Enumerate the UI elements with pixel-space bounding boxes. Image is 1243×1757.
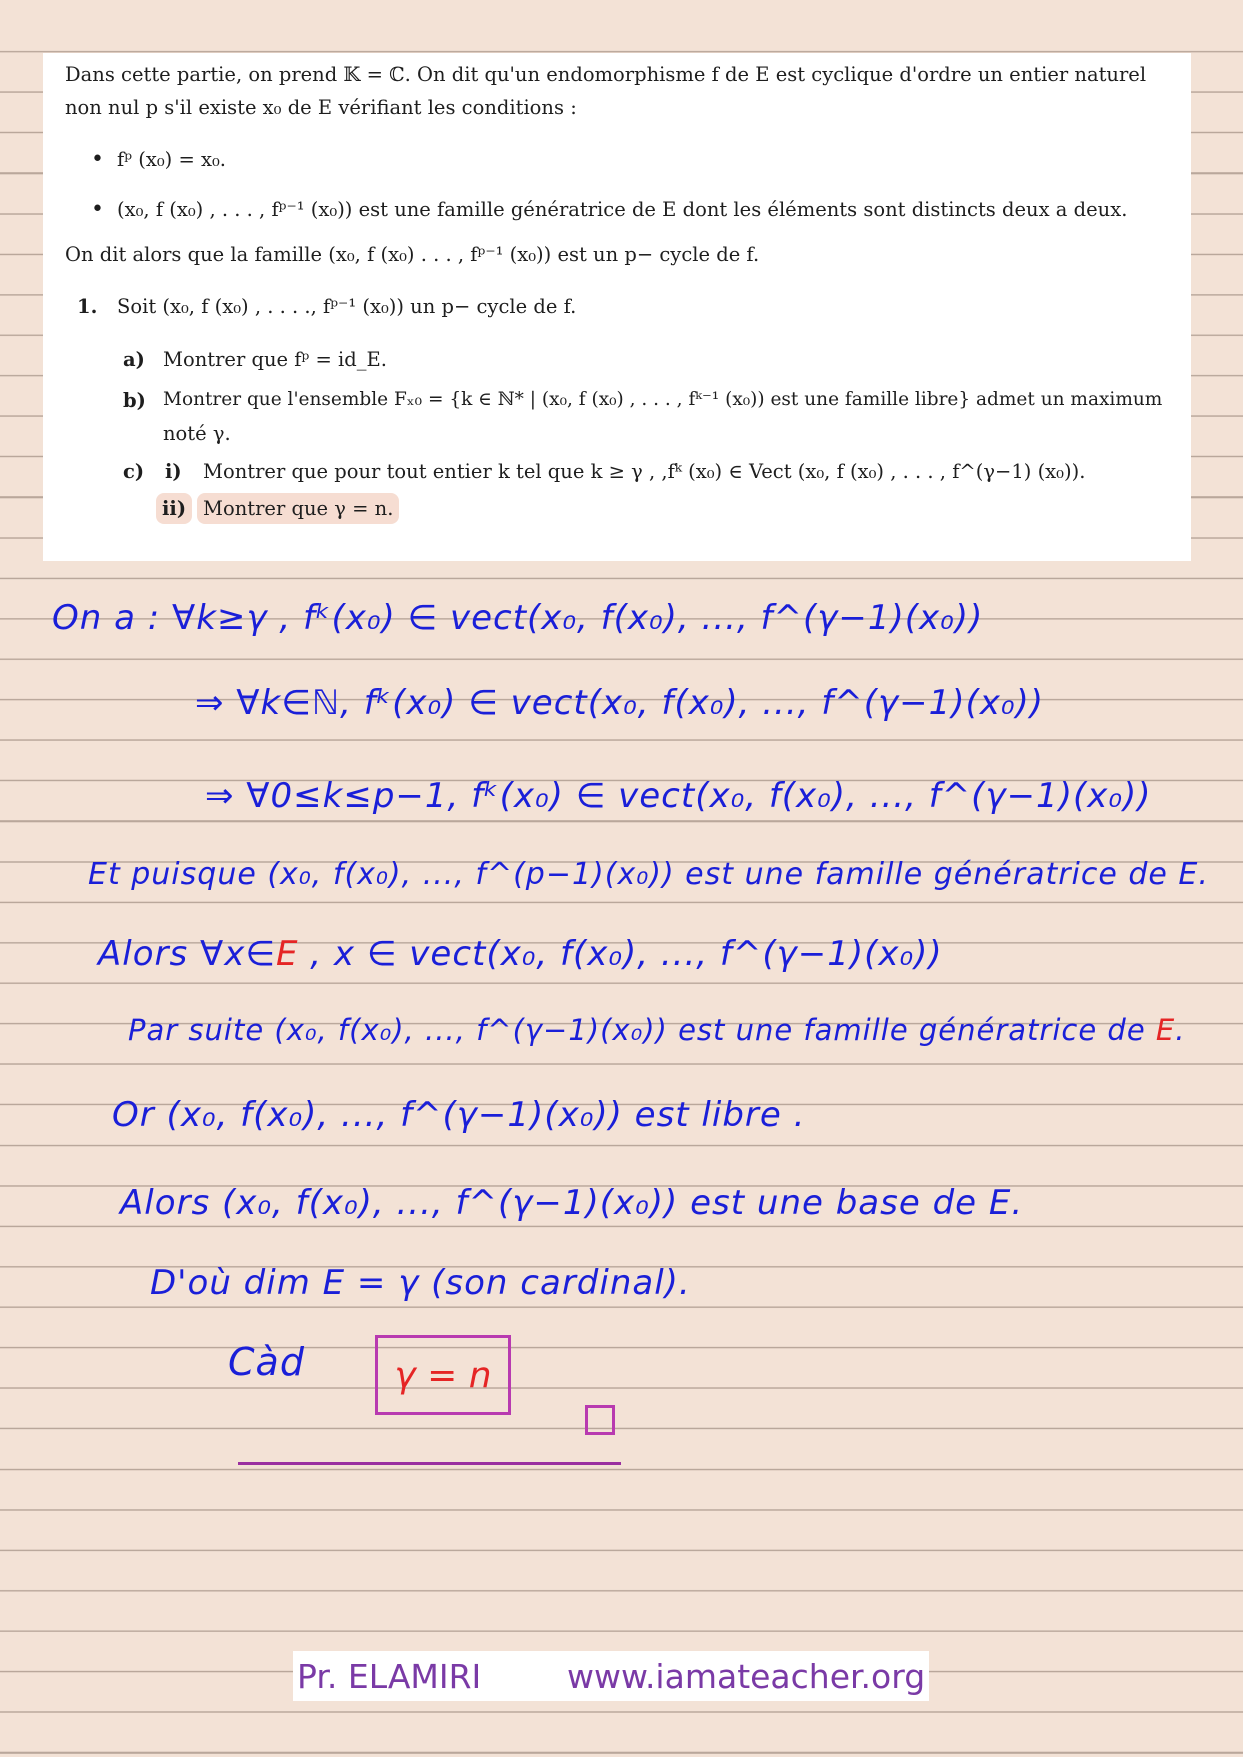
subquestion-a-label: a) [123, 348, 145, 371]
subquestion-b-label: b) [123, 389, 146, 412]
solution-line-8: Alors (x₀, f(x₀), ..., f^(γ−1)(x₀)) est une base de E. [120, 1183, 1024, 1223]
condition-item: • (x₀, f (x₀) , . . . , fᵖ⁻¹ (x₀)) est une famille génératrice de E dont les éléments sont distincts deux a deux. [91, 195, 1161, 245]
intro-paragraph: Dans cette partie, on prend 𝕂 = ℂ. On dit qu'un endomorphisme f de E est cyclique d'ordre un entier naturel non nul p s'il existe x₀ de E vérifiant les conditions : [65, 63, 1147, 119]
qed-square-icon [585, 1405, 615, 1435]
subquestion-ci-label: i) [165, 460, 182, 483]
solution-line-6-start: Par suite (x₀, f(x₀), ..., f^(γ−1)(x₀)) est une famille génératrice de [128, 1013, 1156, 1047]
result-text: γ = n [394, 1354, 492, 1396]
solution-line-5-start: Alors ∀x∈ [98, 934, 277, 974]
subquestion-cii-label: ii) [156, 493, 192, 524]
conditions-list [91, 145, 1161, 245]
space-E-symbol: E [276, 934, 299, 974]
solution-line-6-end: . [1175, 1013, 1186, 1047]
solution-line-1: On a : ∀k≥γ , fᵏ(x₀) ∈ vect(x₀, f(x₀), ..., f^(γ−1)(x₀)) [52, 598, 984, 638]
website-link[interactable]: www.iamateacher.org [567, 1656, 926, 1696]
subquestion-c-label: c) [123, 460, 145, 483]
solution-line-4: Et puisque (x₀, f(x₀), ..., f^(p−1)(x₀)) est une famille génératrice de E. [88, 857, 1209, 892]
solution-line-5-end: , x ∈ vect(x₀, f(x₀), ..., f^(γ−1)(x₀)) [298, 934, 943, 974]
subquestion-a-text: Montrer que fᵖ = id_E. [163, 348, 387, 371]
definition-paragraph: On dit alors que la famille (x₀, f (x₀) . . . , fᵖ⁻¹ (x₀)) est un p− cycle de f. [65, 243, 760, 266]
space-E-symbol: E [1155, 1013, 1176, 1047]
solution-line-6 [128, 1013, 1185, 1047]
end-underline [238, 1462, 621, 1465]
question-number: 1. [77, 295, 98, 318]
question-1-text: Soit (x₀, f (x₀) , . . . ., fᵖ⁻¹ (x₀)) un p− cycle de f. [117, 295, 577, 318]
solution-line-2: ⇒ ∀k∈ℕ, fᵏ(x₀) ∈ vect(x₀, f(x₀), ..., f^(γ−1)(x₀)) [195, 683, 1045, 723]
subquestion-b-text: Montrer que l'ensemble Fₓ₀ = {k ∈ ℕ* | (x₀, f (x₀) , . . . , fᵏ⁻¹ (x₀)) est une famille libre} admet un maximum [163, 389, 1163, 410]
condition-item: • fᵖ (x₀) = x₀. [91, 145, 1161, 195]
author-name: Pr. ELAMIRI [297, 1656, 482, 1696]
solution-line-5 [98, 934, 943, 974]
solution-line-9: D'où dim E = γ (son cardinal). [150, 1263, 691, 1303]
result-box [375, 1335, 511, 1415]
subquestion-ci-text: Montrer que pour tout entier k tel que k ≥ γ , ,fᵏ (x₀) ∈ Vect (x₀, f (x₀) , . . . , f^(γ−1) (x₀)). [203, 460, 1086, 483]
solution-line-10: Càd [228, 1340, 305, 1384]
solution-line-3: ⇒ ∀0≤k≤p−1, fᵏ(x₀) ∈ vect(x₀, f(x₀), ..., f^(γ−1)(x₀)) [205, 776, 1152, 816]
subquestion-cii-text: Montrer que γ = n. [197, 493, 399, 524]
subquestion-b-text-cont: noté γ. [163, 422, 231, 445]
solution-line-7: Or (x₀, f(x₀), ..., f^(γ−1)(x₀)) est libre . [112, 1095, 806, 1135]
footer-banner [293, 1651, 929, 1701]
problem-statement [43, 53, 1191, 561]
